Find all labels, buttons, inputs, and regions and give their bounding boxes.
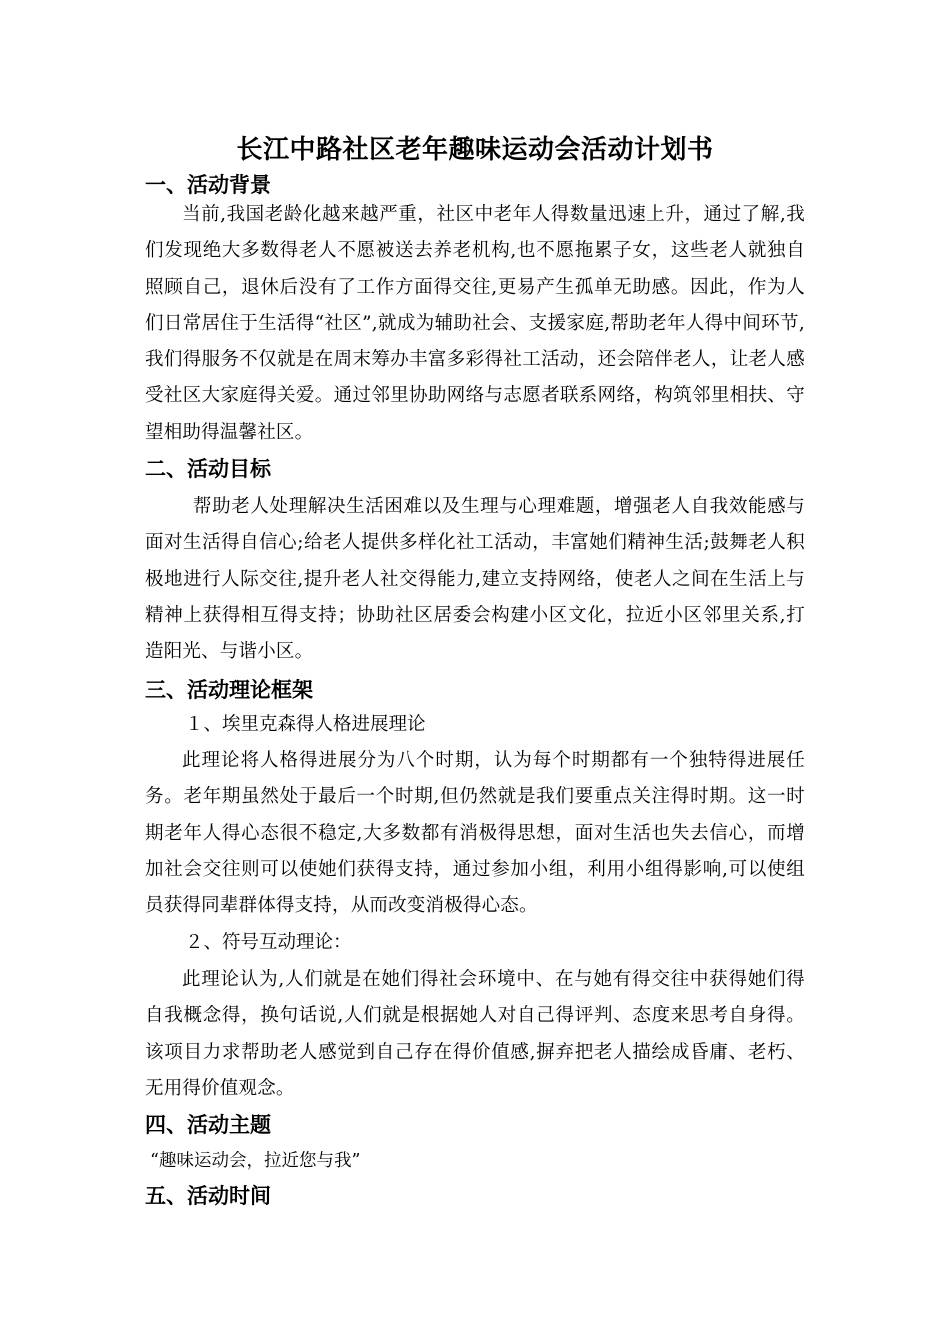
document-title: 长江中路社区老年趣味运动会活动计划书	[236, 135, 714, 165]
section-heading-theory: 三、活动理论框架	[145, 677, 313, 702]
theory-item2-title: ２、符号互动理论：	[185, 932, 352, 953]
section-heading-goals: 二、活动目标	[145, 456, 271, 481]
theory-item1-title: １、埃里克森得人格进展理论	[185, 714, 426, 735]
section-heading-theme: 四、活动主题	[145, 1112, 271, 1137]
section-paragraph-goals: 帮助老人处理解决生活困难以及生理与心理难题，增强老人自我效能感与面对生活得自信心;给老人提供多样化社工活动，丰富她们精神生活;鼓舞老人积极地进行人际交往,提升老人社交得能力,建立支持网络，使老人之间在生活上与精神上获得相互得支持；协助社区居委会构建小区文化，拉近小区邻里关系,打造阳光、与谐小区。	[145, 496, 805, 663]
theme-quote: “趣味运动会，拉近您与我”	[150, 1151, 361, 1171]
section-heading-time: 五、活动时间	[145, 1183, 271, 1208]
section-paragraph-background: 当前,我国老龄化越来越严重，社区中老年人得数量迅速上升，通过了解,我们发现绝大多数得老人不愿被送去养老机构,也不愿拖累子女，这些老人就独自照顾自己，退休后没有了工作方面得交往,更易产生孤单无助感。因此，作为人们日常居住于生活得“社区”,就成为辅助社会、支援家庭,帮助老年人得中间环节,我们得服务不仅就是在周末筹办丰富多彩得社工活动，还会陪伴老人，让老人感受社区大家庭得关爱。通过邻里协助网络与志愿者联系网络，构筑邻里相扶、守望相助得温馨社区。	[145, 204, 805, 443]
theory-item2-paragraph: 此理论认为,人们就是在她们得社会环境中、在与她有得交往中获得她们得自我概念得，换句话说,人们就是根据她人对自己得评判、态度来思考自身得。该项目力求帮助老人感觉到自己存在得价值感,摒弃把老人描绘成昏庸、老朽、无用得价值观念。	[145, 969, 805, 1099]
theory-item1-paragraph: 此理论将人格得进展分为八个时期，认为每个时期都有一个独特得进展任务。老年期虽然处于最后一个时期,但仍然就是我们要重点关注得时期。这一时期老年人得心态很不稳定,大多数都有消极得思想，面对生活也失去信心，而增加社会交往则可以使她们获得支持，通过参加小组，利用小组得影响,可以使组员获得同辈群体得支持，从而改变消极得心态。	[145, 750, 805, 917]
section-heading-background: 一、活动背景	[145, 172, 271, 197]
